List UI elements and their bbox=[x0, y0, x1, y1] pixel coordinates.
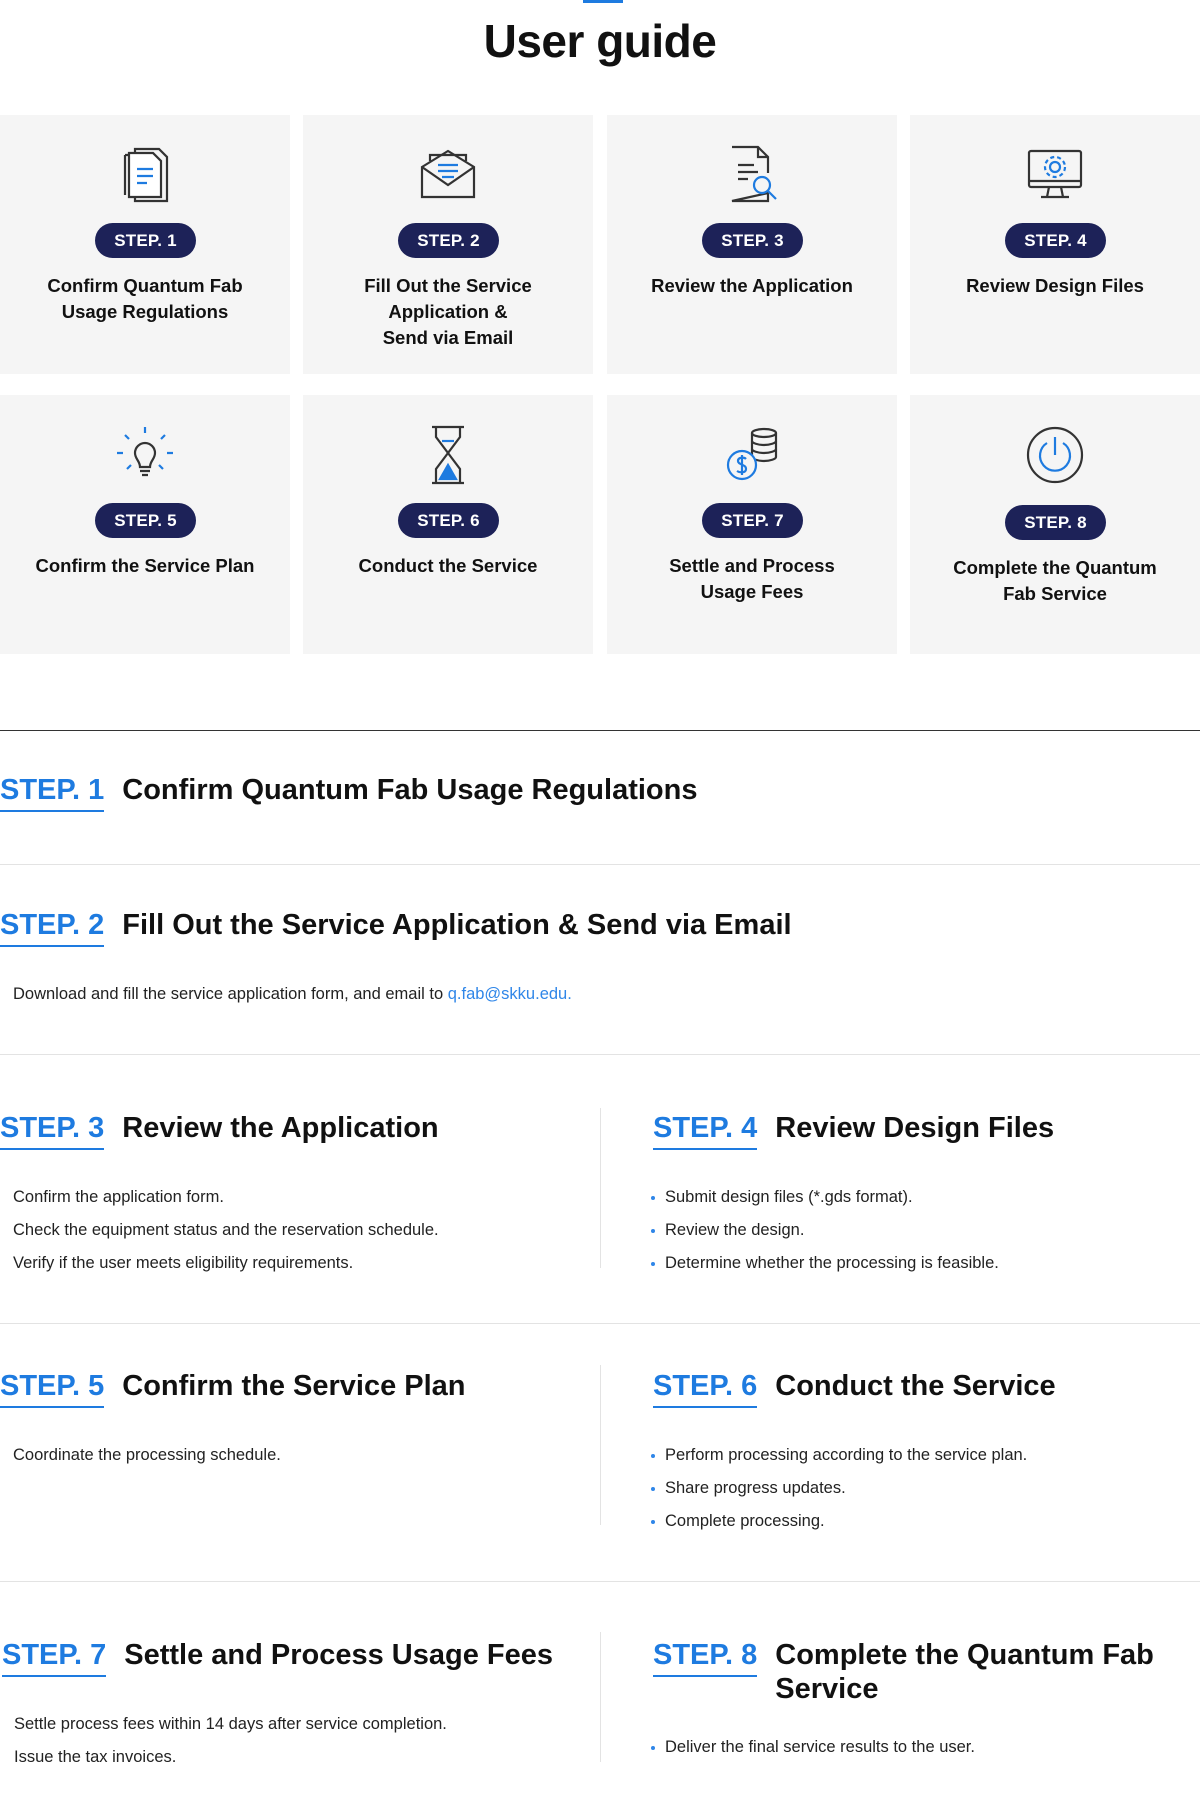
monitor-gear-icon bbox=[910, 143, 1200, 207]
step-6-list bbox=[651, 1439, 1027, 1538]
step-badge: STEP. 3 bbox=[702, 223, 803, 258]
section-divider bbox=[0, 730, 1200, 731]
section-title: Review the Application bbox=[122, 1112, 439, 1144]
step-4-heading bbox=[653, 1111, 1054, 1150]
step-card-1[interactable] bbox=[0, 115, 290, 374]
step-badge: STEP. 2 bbox=[398, 223, 499, 258]
step-3-heading bbox=[0, 1111, 439, 1150]
step-7-description bbox=[14, 1708, 447, 1774]
list-item: Complete processing. bbox=[651, 1505, 1027, 1538]
step-card-3[interactable] bbox=[607, 115, 897, 374]
list-item: Perform processing according to the service plan. bbox=[651, 1439, 1027, 1472]
step-tag: STEP. 4 bbox=[653, 1111, 757, 1150]
lightbulb-icon bbox=[0, 423, 290, 487]
description-line: Issue the tax invoices. bbox=[14, 1748, 177, 1766]
step-card-label: Complete the Quantum Fab Service bbox=[953, 557, 1157, 604]
step-badge: STEP. 1 bbox=[95, 223, 196, 258]
section-divider bbox=[0, 1581, 1200, 1582]
section-divider bbox=[0, 1323, 1200, 1324]
step-3-description bbox=[13, 1181, 439, 1280]
step-card-6[interactable] bbox=[303, 395, 593, 654]
step-card-label: Review Design Files bbox=[966, 275, 1144, 296]
column-divider bbox=[600, 1365, 601, 1525]
section-divider bbox=[0, 1054, 1200, 1055]
step-2-description bbox=[13, 978, 572, 1011]
step-card-label: Fill Out the Service Application & Send via Email bbox=[364, 275, 532, 348]
section-title: Complete the Quantum Fab Service bbox=[775, 1639, 1154, 1705]
description-line: Verify if the user meets eligibility requirements. bbox=[13, 1254, 354, 1272]
description-line: Coordinate the processing schedule. bbox=[13, 1446, 281, 1464]
envelope-icon bbox=[303, 143, 593, 207]
description-line: Confirm the application form. bbox=[13, 1188, 224, 1206]
step-card-label: Confirm the Service Plan bbox=[35, 555, 255, 576]
step-1-heading bbox=[0, 773, 697, 812]
step-card-7[interactable] bbox=[607, 395, 897, 654]
list-item: Submit design files (*.gds format). bbox=[651, 1181, 999, 1214]
power-icon bbox=[910, 423, 1200, 487]
description-line: Settle process fees within 14 days after service completion. bbox=[14, 1715, 447, 1733]
step-card-2[interactable] bbox=[303, 115, 593, 374]
step-card-label: Review the Application bbox=[651, 275, 853, 296]
step-2-heading bbox=[0, 908, 792, 947]
step-card-8[interactable] bbox=[910, 395, 1200, 654]
step-tag: STEP. 6 bbox=[653, 1369, 757, 1408]
document-icon bbox=[0, 143, 290, 207]
step-badge: STEP. 7 bbox=[702, 503, 803, 538]
step-card-4[interactable] bbox=[910, 115, 1200, 374]
step-5-heading bbox=[0, 1369, 466, 1408]
section-title: Fill Out the Service Application & Send via Email bbox=[122, 909, 792, 941]
page-title: User guide bbox=[483, 15, 717, 67]
list-item: Share progress updates. bbox=[651, 1472, 1027, 1505]
step-tag: STEP. 8 bbox=[653, 1638, 757, 1677]
step-badge: STEP. 5 bbox=[95, 503, 196, 538]
section-title: Settle and Process Usage Fees bbox=[124, 1639, 554, 1671]
email-link[interactable]: q.fab@skku.edu. bbox=[447, 985, 572, 1003]
description-text: Download and fill the service application form, and email to bbox=[13, 985, 448, 1003]
section-title: Confirm the Service Plan bbox=[122, 1370, 466, 1402]
step-7-heading bbox=[2, 1638, 553, 1677]
section-divider bbox=[0, 864, 1200, 865]
step-4-list bbox=[651, 1181, 999, 1280]
step-tag: STEP. 1 bbox=[0, 773, 104, 812]
section-title: Conduct the Service bbox=[775, 1370, 1056, 1402]
description-line: Check the equipment status and the reservation schedule. bbox=[13, 1221, 439, 1239]
step-tag: STEP. 7 bbox=[2, 1638, 106, 1677]
step-card-label: Confirm Quantum Fab Usage Regulations bbox=[47, 275, 243, 322]
section-title: Confirm Quantum Fab Usage Regulations bbox=[122, 774, 698, 806]
step-tag: STEP. 2 bbox=[0, 908, 104, 947]
coins-icon bbox=[607, 423, 897, 487]
step-card-label: Settle and Process Usage Fees bbox=[669, 555, 835, 602]
step-card-label: Conduct the Service bbox=[358, 555, 538, 576]
column-divider bbox=[600, 1108, 601, 1268]
step-6-heading bbox=[653, 1369, 1056, 1408]
step-8-heading bbox=[653, 1638, 1154, 1706]
title-accent-bar bbox=[583, 0, 623, 3]
step-8-list bbox=[651, 1731, 975, 1764]
section-title: Review Design Files bbox=[775, 1112, 1055, 1144]
column-divider bbox=[600, 1632, 601, 1762]
list-item: Determine whether the processing is feasible. bbox=[651, 1247, 999, 1280]
hourglass-icon bbox=[303, 423, 593, 487]
list-item: Review the design. bbox=[651, 1214, 999, 1247]
step-tag: STEP. 3 bbox=[0, 1111, 104, 1150]
step-5-description bbox=[13, 1439, 281, 1472]
step-tag: STEP. 5 bbox=[0, 1369, 104, 1408]
list-item: Deliver the final service results to the user. bbox=[651, 1731, 975, 1764]
step-badge: STEP. 8 bbox=[1005, 505, 1106, 540]
document-search-icon bbox=[607, 143, 897, 207]
step-card-5[interactable] bbox=[0, 395, 290, 654]
step-badge: STEP. 4 bbox=[1005, 223, 1106, 258]
step-badge: STEP. 6 bbox=[398, 503, 499, 538]
